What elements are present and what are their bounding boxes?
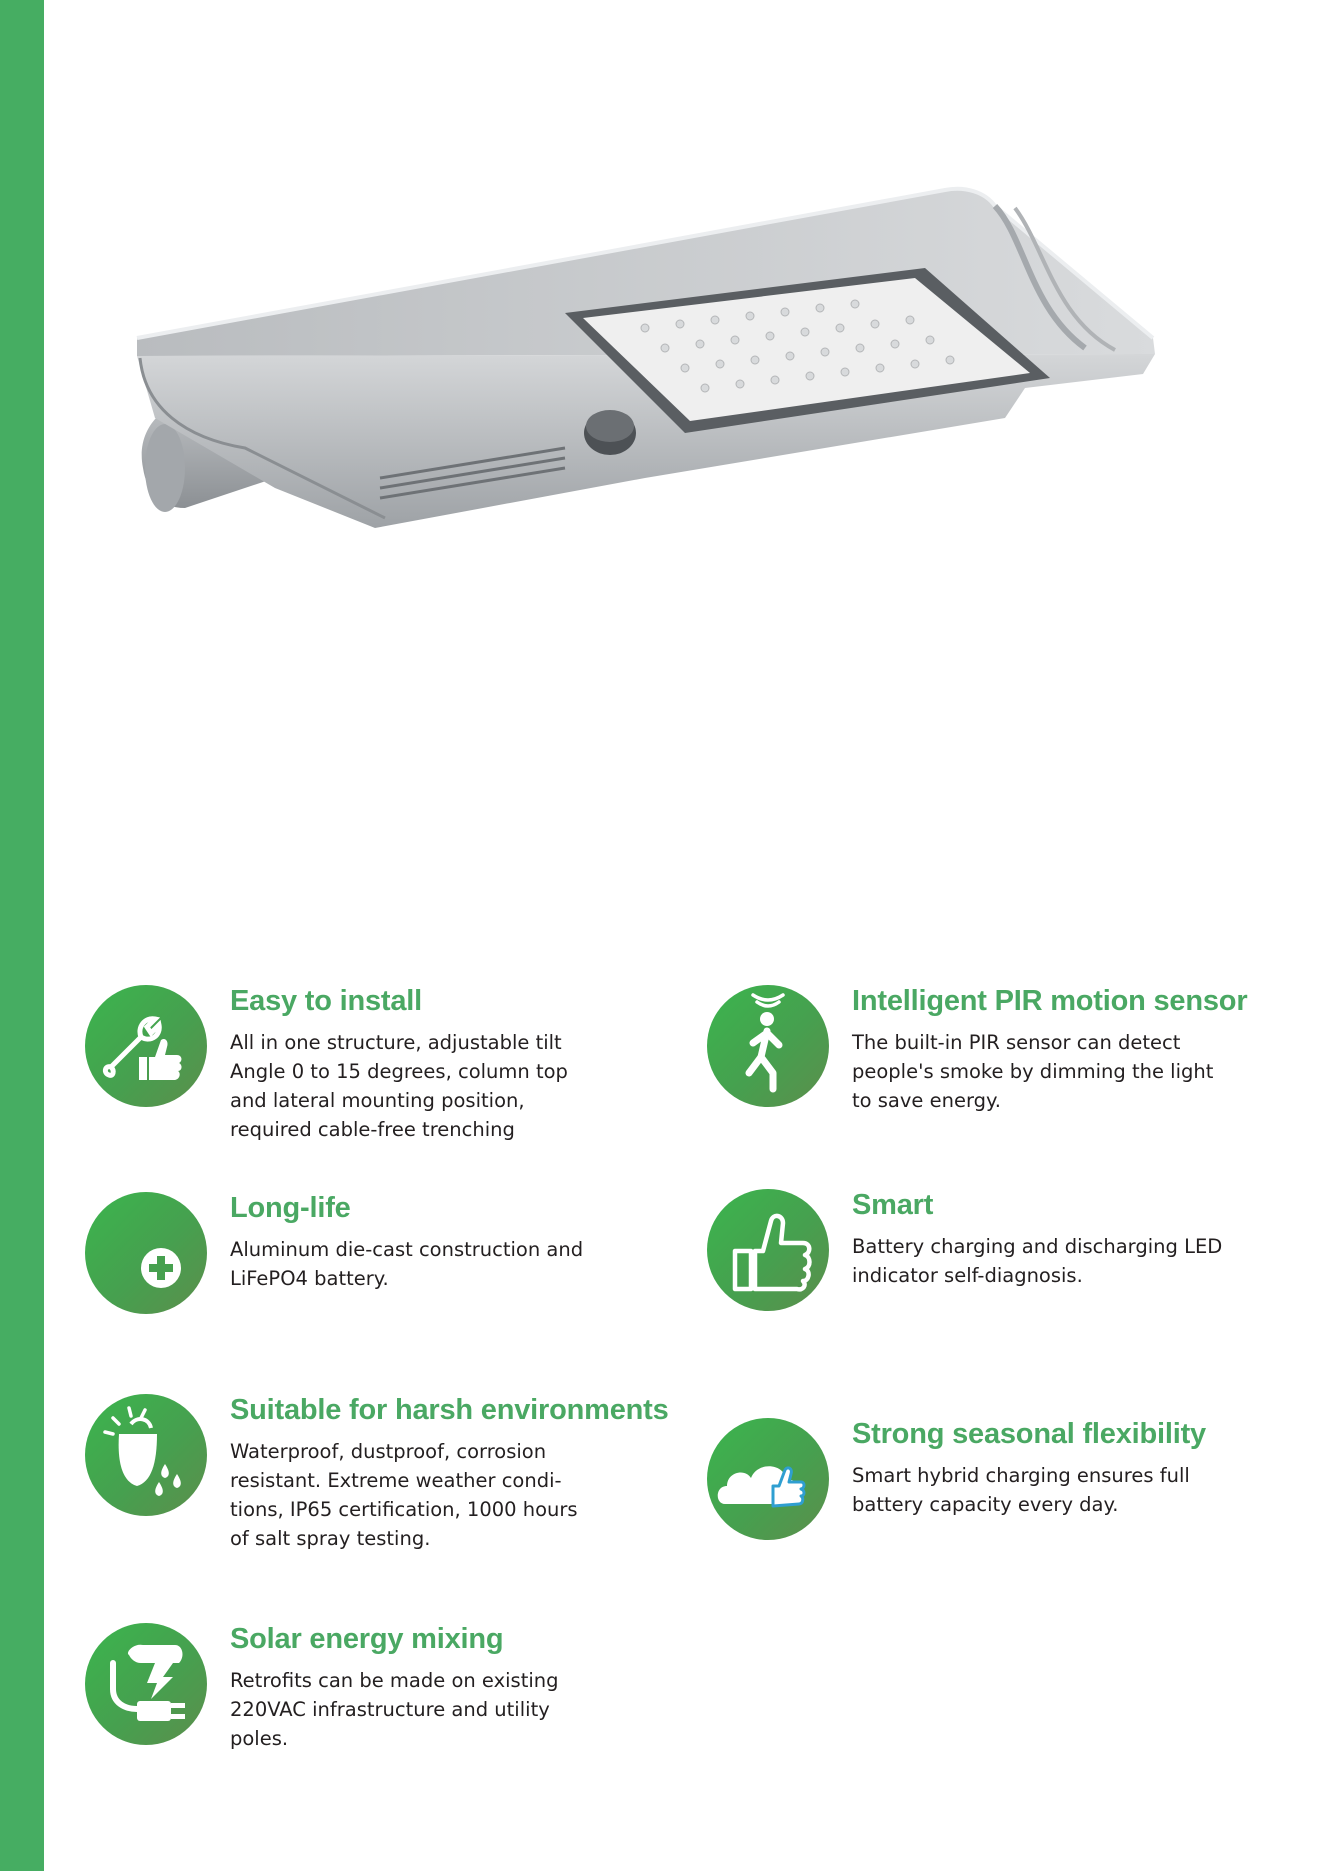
description-line: and lateral mounting position, xyxy=(230,1089,525,1112)
weather-shield-icon xyxy=(85,1394,207,1516)
cloud-thumbs-up-icon xyxy=(707,1418,829,1540)
description-line: people's smoke by dimming the light xyxy=(852,1060,1214,1083)
feature-description xyxy=(230,1235,630,1293)
feature-title: Solar energy mixing xyxy=(230,1623,504,1655)
description-line: Battery charging and discharging LED xyxy=(852,1235,1223,1258)
plug-lightning-icon xyxy=(85,1623,207,1745)
description-line: Smart hybrid charging ensures full xyxy=(852,1464,1190,1487)
side-accent-bar xyxy=(0,0,44,1871)
feature-title: Long-life xyxy=(230,1192,351,1224)
description-line: All in one structure, adjustable tilt xyxy=(230,1031,562,1054)
feature-title: Strong seasonal flexibility xyxy=(852,1418,1206,1450)
wrench-thumbs-up-icon xyxy=(85,985,207,1107)
feature-description xyxy=(852,1028,1252,1115)
description-line: 220VAC infrastructure and utility xyxy=(230,1698,550,1721)
battery-plus-icon xyxy=(85,1192,207,1314)
description-line: required cable-free trenching xyxy=(230,1118,515,1141)
description-line: Angle 0 to 15 degrees, column top xyxy=(230,1060,568,1083)
feature-description xyxy=(852,1232,1252,1290)
description-line: tions, IP65 certification, 1000 hours xyxy=(230,1498,578,1521)
thumbs-up-icon xyxy=(707,1189,829,1311)
description-line: Aluminum die-cast construction and xyxy=(230,1238,584,1261)
feature-title: Suitable for harsh environments xyxy=(230,1394,669,1426)
description-line: battery capacity every day. xyxy=(852,1493,1119,1516)
feature-title: Intelligent PIR motion sensor xyxy=(852,985,1248,1017)
description-line: poles. xyxy=(230,1727,289,1750)
description-line: The built-in PIR sensor can detect xyxy=(852,1031,1181,1054)
description-line: of salt spray testing. xyxy=(230,1527,431,1550)
street-light-image xyxy=(125,178,1165,578)
feature-title: Easy to install xyxy=(230,985,423,1017)
feature-title: Smart xyxy=(852,1189,934,1221)
description-line: indicator self-diagnosis. xyxy=(852,1264,1083,1287)
feature-description xyxy=(230,1028,630,1144)
description-line: resistant. Extreme weather condi- xyxy=(230,1469,562,1492)
motion-sensor-icon xyxy=(707,985,829,1107)
description-line: LiFePO4 battery. xyxy=(230,1267,389,1290)
description-line: Waterproof, dustproof, corrosion xyxy=(230,1440,547,1463)
description-line: Retrofits can be made on existing xyxy=(230,1669,559,1692)
feature-description xyxy=(230,1437,630,1553)
description-line: to save energy. xyxy=(852,1089,1001,1112)
feature-description xyxy=(852,1461,1252,1519)
feature-description xyxy=(230,1666,630,1753)
